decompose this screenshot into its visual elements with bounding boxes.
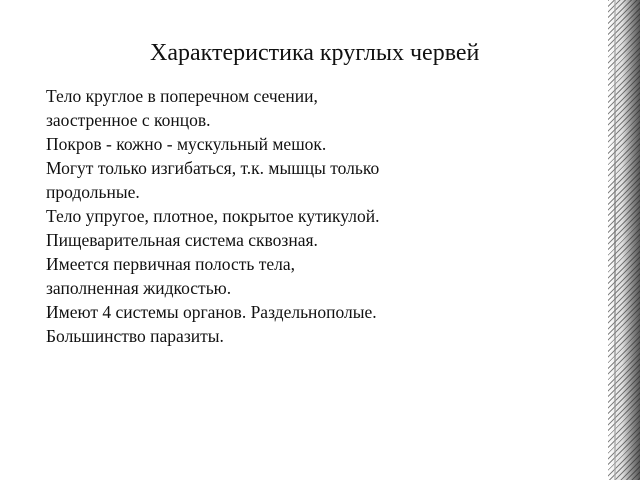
paragraph-movement: Могут только изгибаться, т.к. мышцы только продольные. [46, 158, 380, 202]
paragraph-digestive-system: Пищеварительная система сквозная. [46, 230, 318, 250]
paragraph-organ-systems: Имеют 4 системы органов. Раздельнополые. [46, 302, 377, 322]
decorative-edge-strip [608, 0, 640, 480]
paragraph-body-cavity: Имеется первичная полость тела, заполненная жидкостью. [46, 254, 296, 298]
slide-title: Характеристика круглых червей [150, 40, 480, 66]
paragraph-body-shape: Тело круглое в поперечном сечении, заостренное с концов. [46, 86, 318, 130]
paragraph-parasites: Большинство паразиты. [46, 326, 224, 346]
paragraph-covering: Покров - кожно - мускульный мешок. [46, 134, 327, 154]
slide-content [46, 84, 386, 348]
paragraph-cuticle: Тело упругое, плотное, покрытое кутикулой. [46, 206, 380, 226]
